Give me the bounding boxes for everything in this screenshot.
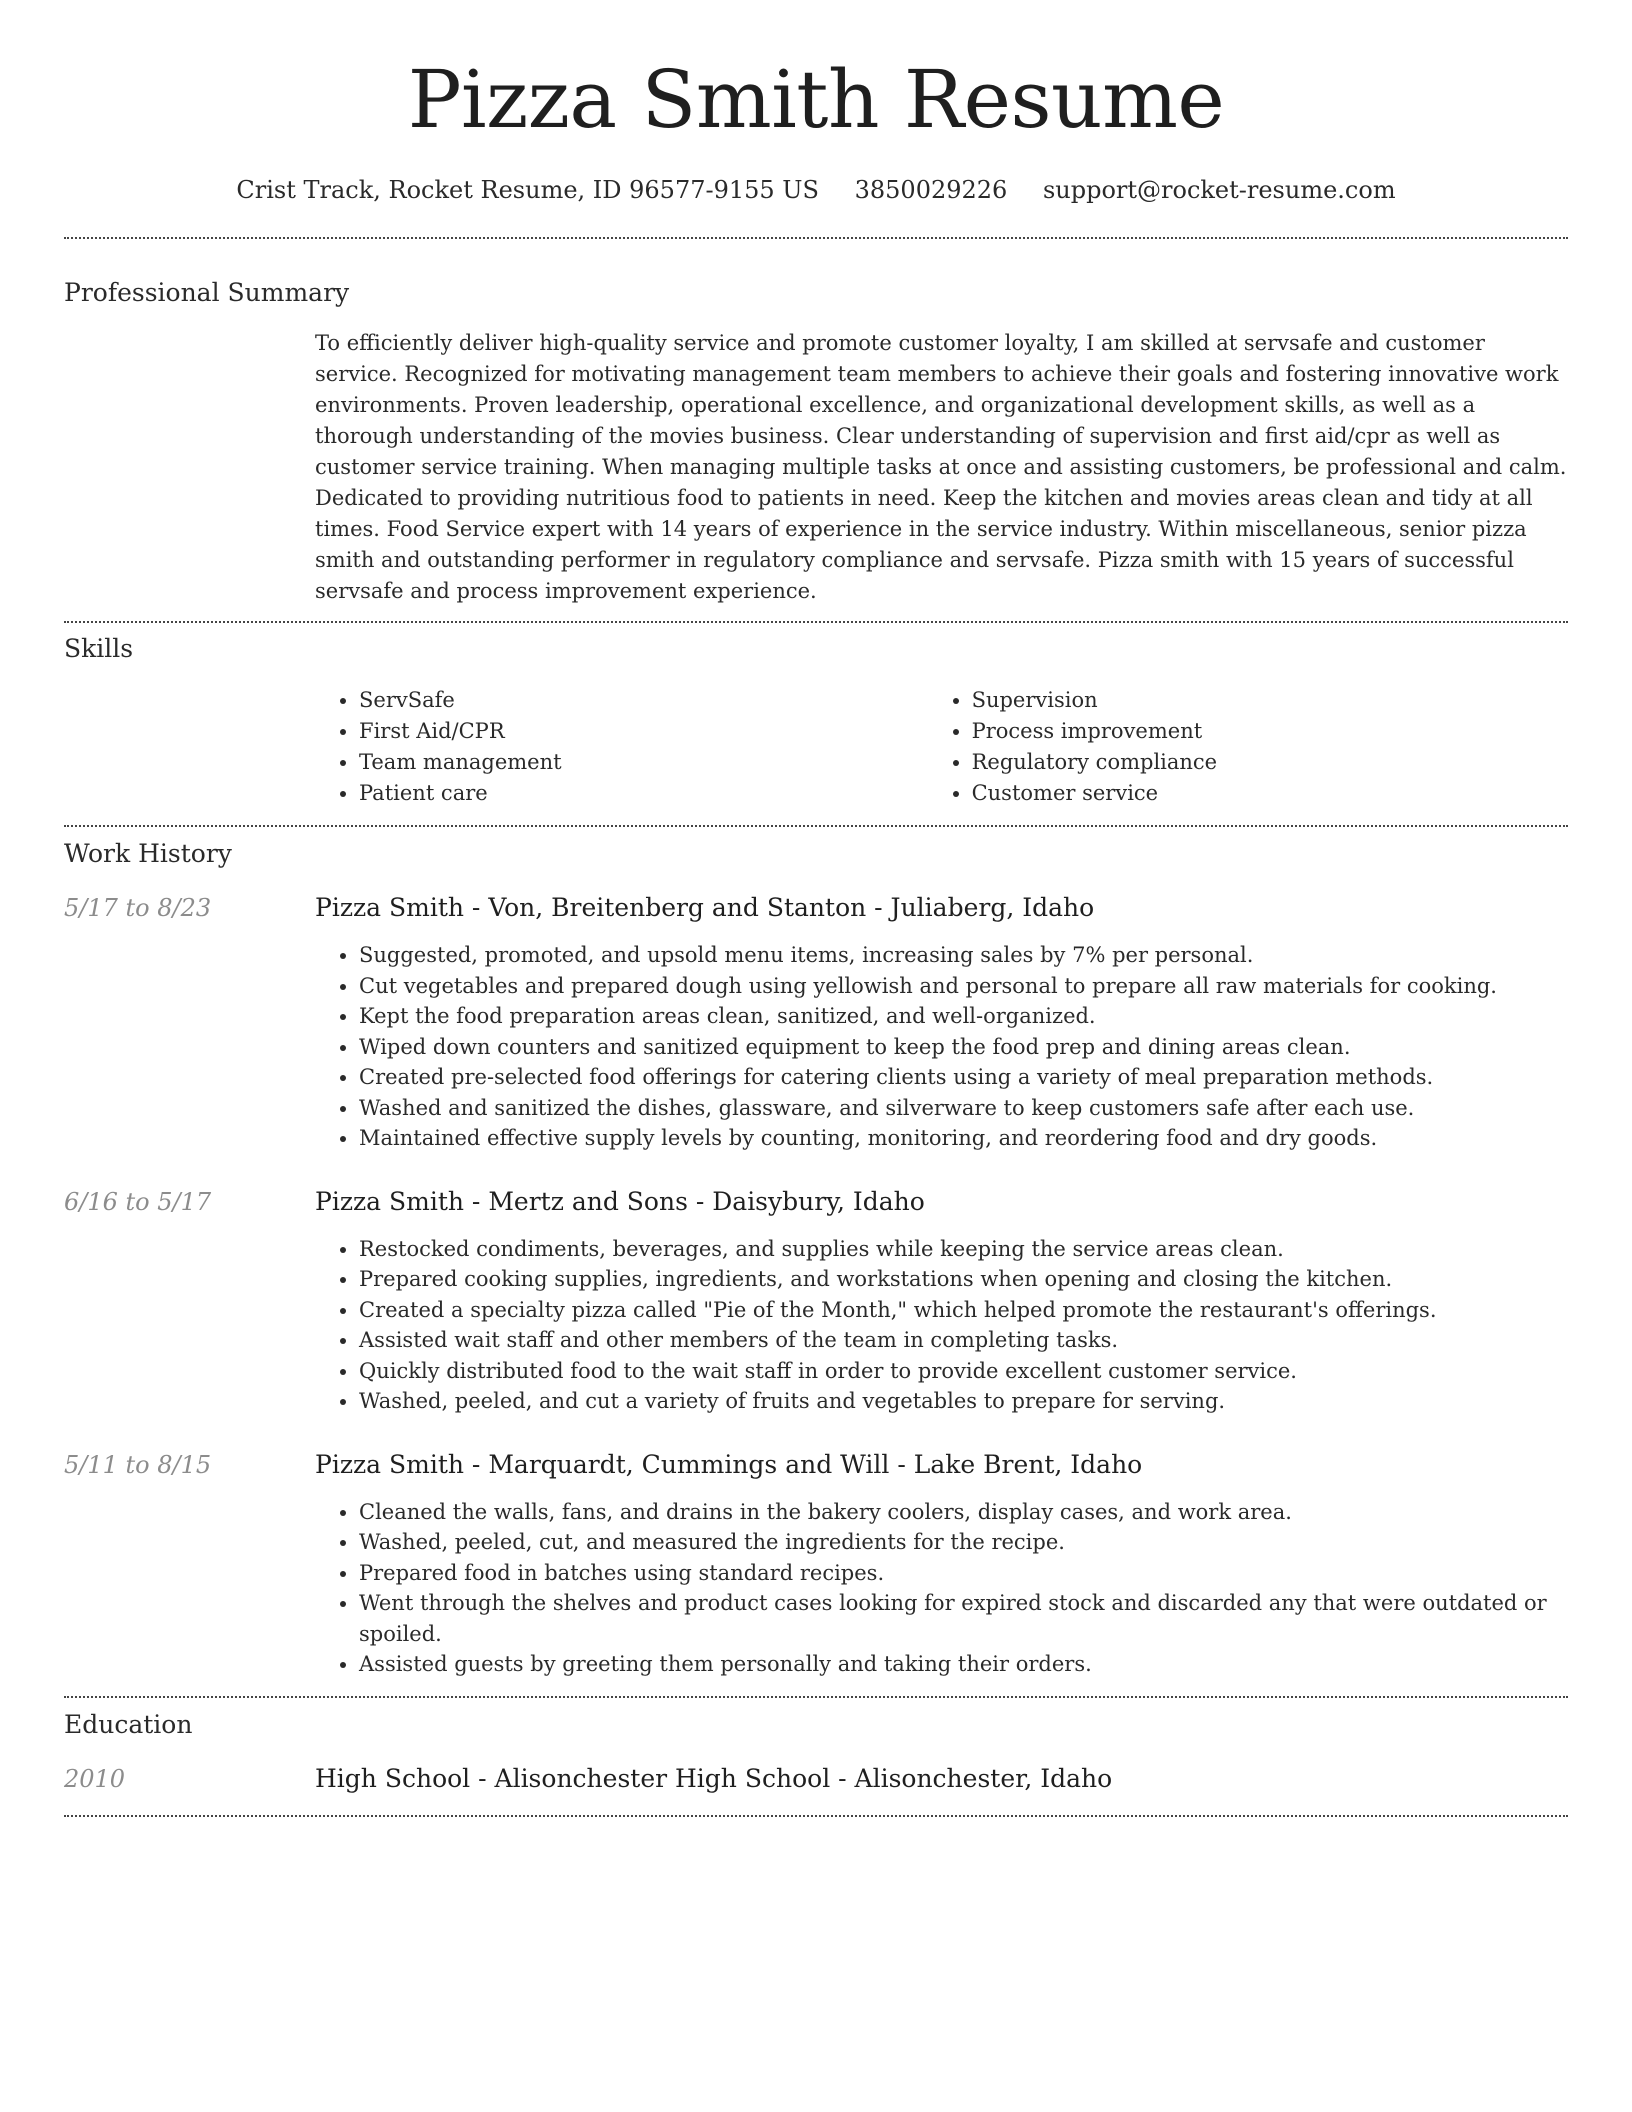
education-section [64, 1710, 1568, 1795]
job-date: 6/16 to 5/17 [64, 1187, 212, 1216]
job-bullets [315, 940, 1568, 1154]
skills-column-right [928, 685, 1568, 809]
education-body [315, 1763, 1568, 1795]
job-bullet: • Cut vegetables and prepared dough using yellowish and personal to prepare all raw materials for cooking. [359, 971, 1568, 1002]
job-bullet: • Kept the food preparation areas clean, sanitized, and well-organized. [359, 1001, 1568, 1032]
job-bullet: • Quickly distributed food to the wait staff in order to provide excellent customer service. [359, 1356, 1568, 1387]
job-date: 5/11 to 8/15 [64, 1450, 212, 1479]
job-bullet: • Restocked condiments, beverages, and supplies while keeping the service areas clean. [359, 1234, 1568, 1265]
work-history-section [64, 839, 1568, 1680]
resume-page [64, 0, 1568, 1817]
job-date: 5/17 to 8/23 [64, 894, 212, 922]
skill-item: • Supervision [972, 685, 1568, 716]
job-bullet: • Wiped down counters and sanitized equipment to keep the food prep and dining areas clean. [359, 1032, 1568, 1063]
job-bullet: • Assisted guests by greeting them personally and taking their orders. [359, 1649, 1568, 1680]
job-bullet: • Created pre-selected food offerings for catering clients using a variety of meal preparation methods. [359, 1062, 1568, 1093]
job-bullets [315, 1497, 1568, 1680]
job-entry [64, 892, 1568, 1154]
job-bullet: • Went through the shelves and product cases looking for expired stock and discarded any that were outdated or spoiled. [359, 1588, 1568, 1649]
education-title: High School - Alisonchester High School - Alisonchester, Idaho [315, 1763, 1113, 1793]
skills-column-left [315, 685, 928, 809]
contact-line [64, 176, 1568, 204]
skills-list [315, 685, 1568, 809]
section-heading-work: Work History [64, 839, 232, 868]
job-body [315, 892, 1568, 1154]
divider [64, 621, 1568, 623]
job-bullet: • Maintained effective supply levels by counting, monitoring, and reordering food and dry goods. [359, 1123, 1568, 1154]
job-entry [64, 1186, 1568, 1417]
job-title: Pizza Smith - Marquardt, Cummings and Will - Lake Brent, Idaho [315, 1449, 1143, 1479]
education-date: 2010 [64, 1764, 126, 1793]
contact-phone: 3850029226 [854, 176, 1008, 204]
job-bullet: • Washed, peeled, cut, and measured the ingredients for the recipe. [359, 1527, 1568, 1558]
divider [64, 237, 1568, 239]
section-heading-education: Education [64, 1709, 193, 1739]
skill-item: • Process improvement [972, 716, 1568, 747]
skill-item: • First Aid/CPR [359, 716, 928, 747]
section-heading-skills: Skills [64, 634, 134, 663]
skill-item: • Patient care [359, 778, 928, 809]
divider [64, 1696, 1568, 1698]
job-body [315, 1186, 1568, 1417]
divider [64, 1815, 1568, 1817]
contact-email: support@rocket-resume.com [1042, 176, 1396, 204]
skill-item: • Customer service [972, 778, 1568, 809]
skill-item: • ServSafe [359, 685, 928, 716]
job-entry [64, 1449, 1568, 1680]
summary-text: To efficiently deliver high-quality service and promote customer loyalty, I am skilled at servsafe and customer service. Recognized for motivating management team members to achieve their goals and fostering innovative work environments. Proven leadership, operational excellence, and organizational development skills, as well as a thorough understanding of the movies business. Clear understanding of supervision and first aid/cpr as well as customer service training. When managing multiple tasks at once and assisting customers, be professional and calm. Dedicated to providing nutritious food to patients in need. Keep the kitchen and movies areas clean and tidy at all times. Food Service expert with 14 years of experience in the service industry. Within miscellaneous, senior pizza smith and outstanding performer in regulatory compliance and servsafe. Pizza smith with 15 years of successful servsafe and process improvement experience. [315, 331, 1567, 603]
summary-section [64, 278, 1568, 607]
job-body [315, 1449, 1568, 1680]
job-title: Pizza Smith - Mertz and Sons - Daisybury, Idaho [315, 1186, 925, 1216]
job-bullet: • Suggested, promoted, and upsold menu items, increasing sales by 7% per personal. [359, 940, 1568, 971]
page-title: Pizza Smith Resume [407, 53, 1225, 146]
job-bullet: • Prepared food in batches using standard recipes. [359, 1558, 1568, 1589]
summary-body [315, 328, 1568, 607]
job-bullets [315, 1234, 1568, 1417]
divider [64, 825, 1568, 827]
job-bullet: • Prepared cooking supplies, ingredients, and workstations when opening and closing the kitchen. [359, 1264, 1568, 1295]
job-bullet: • Washed and sanitized the dishes, glassware, and silverware to keep customers safe after each use. [359, 1093, 1568, 1124]
skills-section [64, 634, 1568, 809]
skill-item: • Regulatory compliance [972, 747, 1568, 778]
section-heading-summary: Professional Summary [64, 278, 350, 307]
job-bullet: • Washed, peeled, and cut a variety of fruits and vegetables to prepare for serving. [359, 1386, 1568, 1417]
contact-address: Crist Track, Rocket Resume, ID 96577-9155 US [236, 176, 819, 204]
job-bullet: • Assisted wait staff and other members of the team in completing tasks. [359, 1325, 1568, 1356]
skill-item: • Team management [359, 747, 928, 778]
job-bullet: • Cleaned the walls, fans, and drains in the bakery coolers, display cases, and work area. [359, 1497, 1568, 1528]
job-bullet: • Created a specialty pizza called "Pie of the Month," which helped promote the restaurant's offerings. [359, 1295, 1568, 1326]
job-title: Pizza Smith - Von, Breitenberg and Stanton - Juliaberg, Idaho [315, 893, 1095, 922]
education-entry [64, 1763, 1568, 1795]
